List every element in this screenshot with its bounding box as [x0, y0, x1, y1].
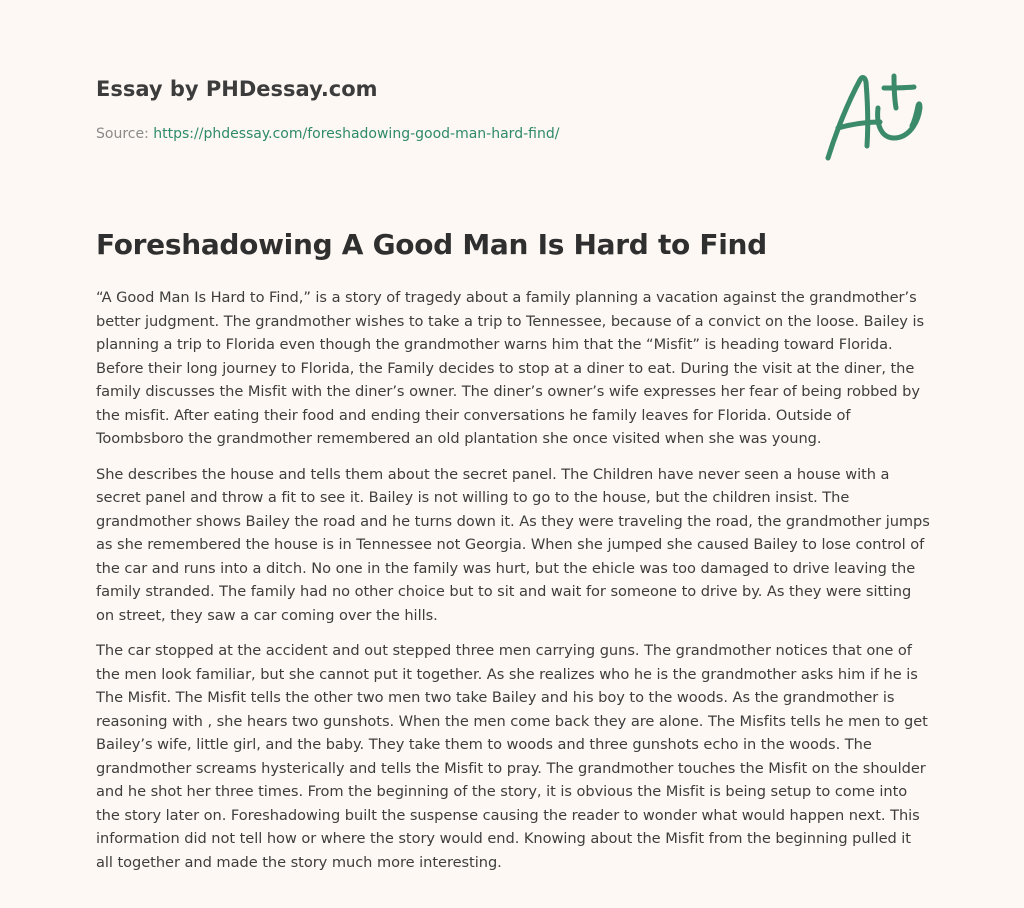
source-link[interactable]: https://phdessay.com/foreshadowing-good-man-hard-find/: [153, 126, 560, 142]
essay-title: Foreshadowing A Good Man Is Hard to Find: [96, 228, 767, 261]
a-plus-logo-icon: [822, 68, 932, 168]
essay-paragraph: The car stopped at the accident and out stepped three men carrying guns. The grandmother notices that one of the men look familiar, but she cannot put it together. As she realizes who he is the grandmother asks him if he is The Misfit. The Misfit tells the other two men two take Bailey and his boy to the woods. As the grandmother is reasoning with , she hears two gunshots. When the men come back they are alone. The Misfits tells he men to get Bailey’s wife, little girl, and the baby. They take them to woods and three gunshots echo in the woods. The grandmother screams hysterically and tells the Misfit to pray. The grandmother touches the Misfit on the shoulder and he shot her three times. From the beginning of the story, it is obvious the Misfit is being setup to come into the story later on. Foreshadowing built the suspense causing the reader to wonder what would happen next. This information did not tell how or where the story would end. Knowing about the Misfit from the beginning pulled it all together and made the story much more interesting.: [96, 642, 928, 871]
a-plus-logo-svg: [822, 68, 932, 168]
source-label: Source:: [96, 126, 149, 142]
essay-paragraph: “A Good Man Is Hard to Find,” is a story of tragedy about a family planning a vacation against the grandmother’s better judgment. The grandmother wishes to take a trip to Tennessee, because of a convict on the loose. Bailey is planning a trip to Florida even though the grandmother warns him that the “Misfit” is heading toward Florida. Before their long journey to Florida, the Family decides to stop at a diner to eat. During the visit at the diner, the family discusses the Misfit with the diner’s owner. The diner’s owner’s wife expresses her fear of being robbed by the misfit. After eating their food and ending their conversations he family leaves for Florida. Outside of Toombsboro the grandmother remembered an old plantation she once visited when she was young.: [96, 289, 925, 447]
source-line: [96, 124, 796, 144]
essay-paragraph: She describes the house and tells them about the secret panel. The Children have never seen a house with a secret panel and throw a fit to see it. Bailey is not willing to go to the house, but the children insist. The grandmother shows Bailey the road and he turns down it. As they were traveling the road, the grandmother jumps as she remembered the house is in Tennessee not Georgia. When she jumped she caused Bailey to lose control of the car and runs into a ditch. No one in the family was hurt, but the ehicle was too damaged to drive leaving the family stranded. The family had no other choice but to sit and wait for someone to drive by. As they were sitting on street, they saw a car coming over the hills.: [96, 465, 930, 624]
site-title: Essay by PHDessay.com: [96, 77, 378, 101]
essay-body: [96, 286, 930, 886]
essay-header: [96, 74, 796, 144]
